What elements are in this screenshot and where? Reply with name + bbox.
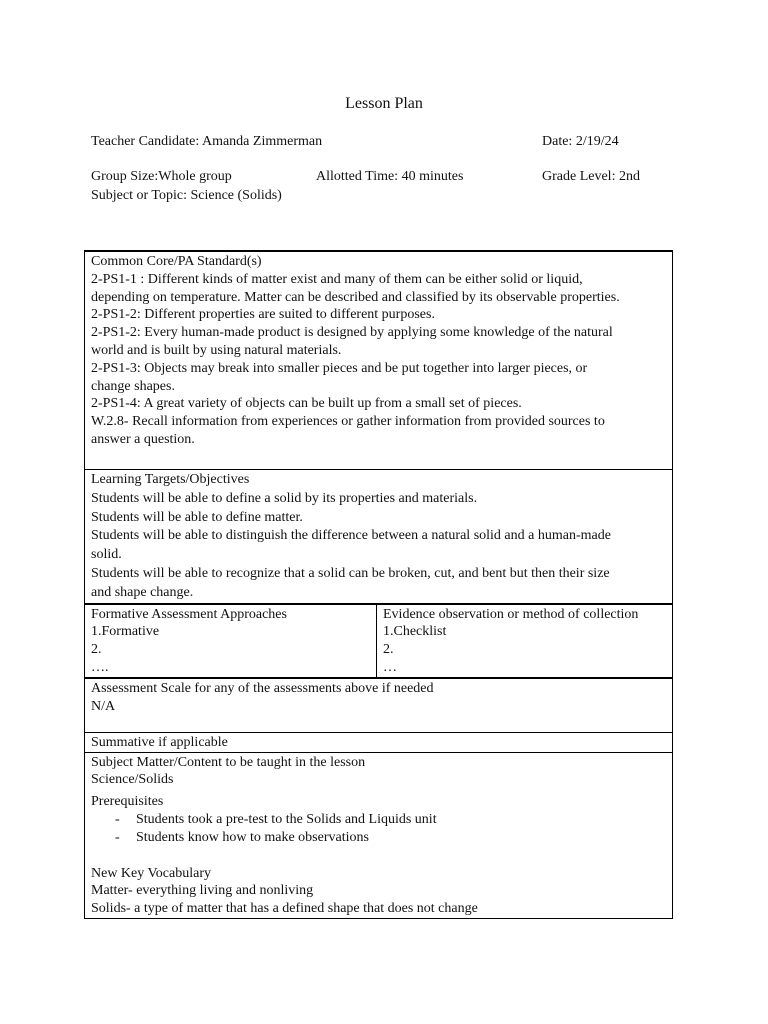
formative-item: 1.Formative	[91, 624, 160, 640]
standards-line: 2-PS1-2: Different properties are suited to different purposes.	[91, 307, 435, 323]
summative-cell	[85, 732, 673, 752]
formative-item: ….	[91, 659, 109, 675]
evidence-item: …	[383, 659, 397, 675]
vocabulary-heading: New Key Vocabulary	[91, 865, 212, 881]
teacher-candidate: Teacher Candidate: Amanda Zimmerman	[91, 134, 323, 149]
content-heading: Subject Matter/Content to be taught in the lesson	[91, 754, 366, 770]
standards-line: depending on temperature. Matter can be described and classified by its observable properties.	[91, 289, 620, 305]
objective-line: Students will be able to define a solid by its properties and materials.	[91, 490, 478, 506]
standards-line: 2-PS1-3: Objects may break into smaller pieces and be put together into larger pieces, or	[91, 360, 588, 376]
formative-item: 2.	[91, 642, 102, 658]
standards-line: answer a question.	[91, 431, 195, 447]
assessment-scale-cell	[85, 678, 673, 733]
prerequisites-list	[91, 811, 667, 847]
grade-level: Grade Level: 2nd	[542, 169, 640, 184]
group-size: Group Size:Whole group	[91, 169, 232, 184]
objectives-heading: Learning Targets/Objectives	[91, 472, 250, 487]
standards-line: world and is built by using natural materials.	[91, 342, 342, 358]
standards-row	[85, 251, 673, 470]
prerequisite-item: - Students know how to make observations	[91, 829, 667, 847]
page-title: Lesson Plan	[345, 95, 423, 112]
objectives-cell	[85, 470, 673, 604]
content-value: Science/Solids	[91, 772, 174, 788]
formative-approaches-cell	[85, 604, 377, 678]
vocabulary-item: Matter- everything living and nonliving	[91, 883, 314, 899]
objective-line: Students will be able to define matter.	[91, 509, 303, 525]
summative-row	[85, 732, 673, 752]
formative-heading: Formative Assessment Approaches	[91, 606, 287, 622]
assessment-scale-heading: Assessment Scale for any of the assessments above if needed	[91, 680, 434, 696]
lesson-plan-table	[84, 250, 673, 919]
allotted-time: Allotted Time: 40 minutes	[316, 169, 464, 184]
content-cell	[85, 752, 673, 918]
objectives-row	[85, 470, 673, 604]
evidence-item: 2.	[383, 642, 394, 658]
prerequisites-heading: Prerequisites	[91, 794, 164, 810]
objective-line: Students will be able to recognize that a solid can be broken, cut, and bent but then their size	[91, 565, 610, 581]
summative-heading: Summative if applicable	[91, 734, 228, 750]
objective-line: and shape change.	[91, 584, 194, 600]
standards-line: 2-PS1-2: Every human-made product is designed by applying some knowledge of the natural	[91, 325, 613, 341]
assessment-scale-value: N/A	[91, 698, 116, 714]
vocabulary-item: Solids- a type of matter that has a defined shape that does not change	[91, 901, 478, 917]
objective-line: Students will be able to distinguish the difference between a natural solid and a human-made	[91, 528, 611, 544]
standards-line: 2-PS1-1 : Different kinds of matter exist and many of them can be either solid or liquid,	[91, 271, 583, 287]
evidence-heading: Evidence observation or method of collection	[383, 606, 639, 622]
standards-line: change shapes.	[91, 378, 175, 394]
standards-heading: Common Core/PA Standard(s)	[91, 254, 262, 269]
standards-line: W.2.8- Recall information from experiences or gather information from provided sources to	[91, 414, 605, 430]
standards-line: 2-PS1-4: A great variety of objects can be built up from a small set of pieces.	[91, 396, 522, 412]
objective-line: solid.	[91, 547, 122, 563]
lesson-date: Date: 2/19/24	[542, 134, 619, 149]
subject-topic: Subject or Topic: Science (Solids)	[91, 188, 282, 203]
standards-cell	[85, 251, 673, 470]
assessment-scale-row	[85, 678, 673, 733]
prerequisite-item: - Students took a pre-test to the Solids and Liquids unit	[91, 811, 667, 829]
evidence-cell	[377, 604, 673, 678]
evidence-item: 1.Checklist	[383, 624, 447, 640]
content-row	[85, 752, 673, 918]
formative-row	[85, 604, 673, 678]
